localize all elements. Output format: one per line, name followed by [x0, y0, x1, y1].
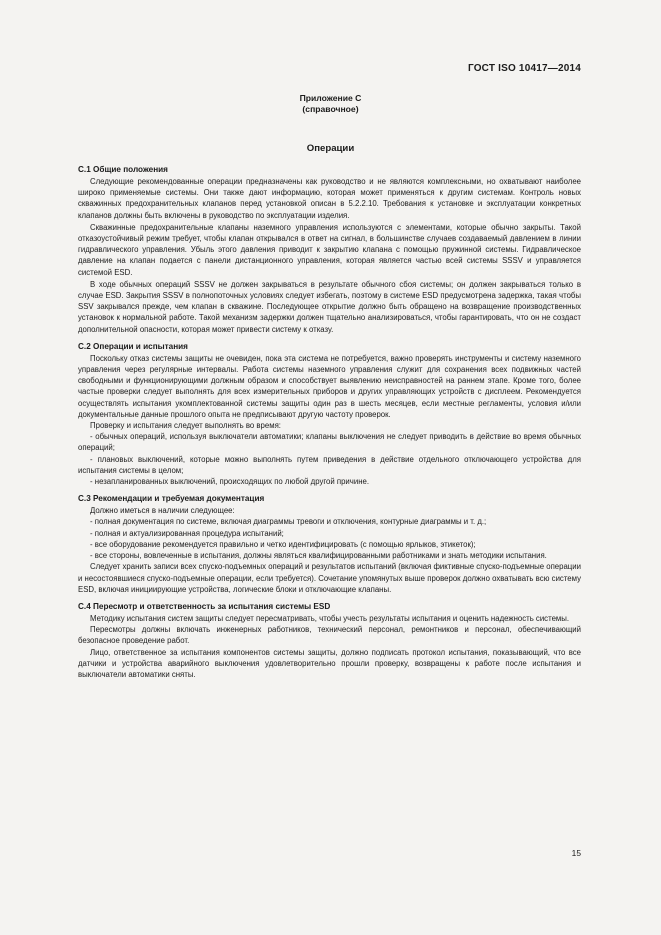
paragraph: В ходе обычных операций SSSV не должен закрываться в результате обычного сбоя системы; он должен закрываться только в случае ESD. Закрытия SSSV в полнопоточных условиях следует избегать, поэтому в системе ESD предусмотрена задержка, такая чтобы SSV закрывался прежде, чем клапан в скважине. Последующее открытие должно быть обращено на возвращение производственных установок к нормальной работе. Такой механизм задержки должен тщательно анализироваться, чтобы гарантировать, что он не создаст дополнительной опасности, которая может привести систему к отказу.	[78, 279, 581, 334]
list-item: - полная документация по системе, включая диаграммы тревоги и отключения, контурные диаграммы и т. д.;	[90, 517, 487, 527]
paragraph: Методику испытания систем защиты следует пересматривать, чтобы учесть результаты испытания и оценить надежность системы.	[90, 613, 570, 623]
page-number: 15	[571, 848, 581, 858]
list-item: - обычных операций, используя выключатели автоматики; клапаны выключения не следует приводить в действие во время обычных операций;	[78, 432, 581, 453]
paragraph: Лицо, ответственное за испытания компонентов системы защиты, должно подписать протокол испытания, показывающий, что все датчики и устройства аварийного выключения удовлетворительно прошли проверку, возвращены к работе после испытания и выключатели автоматики сняты.	[78, 647, 581, 679]
list-item: - незапланированных выключений, происходящих по любой другой причине.	[90, 477, 370, 487]
section-c3	[78, 493, 581, 595]
document-title: Операции	[306, 143, 355, 154]
annex-subtitle: (справочное)	[302, 104, 359, 114]
paragraph: Следующие рекомендованные операции предназначены как руководство и не являются комплексными, но охватывают наиболее широко применяемые системы. Они также дают информацию, которая может применяться к другим системам. Контроль новых скважинных предохранительных клапанов перед установкой описан в 5.2.2.10. Требования к установке и эксплуатации конкретных клапанов должны быть включены в руководство по эксплуатации изделия.	[78, 177, 581, 220]
list-item: - все стороны, вовлеченные в испытания, должны являться квалифицированными работниками и знать методики испытания.	[90, 551, 547, 561]
section-c2	[78, 341, 581, 487]
paragraph: Скважинные предохранительные клапаны наземного управления используются с элементами, которые обычно закрыты. Такой отказоустойчивый режим требует, чтобы клапан открывался в ответ на сигнал, в большинстве случаев создаваемый давлением в линии гидравлического управления. Убыль этого давления приводит к закрытию клапана с помощью пружинной системы. Гидравлическое давление на клапан подается с панели дистанционного управления, которая является частью всей системы SSSV и управляется системой ESD.	[78, 222, 581, 277]
standard-number: ГОСТ ISO 10417—2014	[467, 63, 581, 74]
paragraph: Должно иметься в наличии следующее:	[90, 506, 235, 516]
section-c1	[78, 164, 581, 335]
paragraph: Пересмотры должны включать инженерных работников, технический персонал, ремонтников и персонал, обеспечивающий безопасное проведение работ.	[78, 625, 581, 646]
section-heading: С.1 Общие положения	[78, 165, 168, 174]
list-item: - полная и актуализированная процедура испытаний;	[90, 528, 284, 538]
list-item: - плановых выключений, которые можно выполнять путем приведения в действие отдельного отключающего устройства для испытания системы в целом;	[78, 454, 581, 475]
section-c4	[78, 601, 581, 680]
section-heading: С.4 Пересмотр и ответственность за испытания системы ESD	[78, 601, 331, 611]
annex-heading	[0, 93, 661, 115]
paragraph: Проверку и испытания следует выполнять во время:	[90, 421, 281, 431]
paragraph: Следует хранить записи всех спуско-подъемных операций и результатов испытаний (включая фиктивные спуско-подъемные операции и несостоявшиеся спуско-подъемные операции, если требуется). Сочетание упомянутых выше проверок должно охватывать всю систему ESD, включая инициирующие устройства, логические блоки и отключающие клапаны.	[78, 562, 581, 594]
section-heading: С.3 Рекомендации и требуемая документация	[78, 494, 265, 504]
document-body	[78, 164, 581, 680]
annex-title: Приложение С	[299, 93, 362, 103]
list-item: - все оборудование рекомендуется правильно и четко идентифицировать (с помощью ярлыков, этикеток);	[90, 539, 476, 549]
section-heading: С.2 Операции и испытания	[78, 341, 188, 351]
paragraph: Поскольку отказ системы защиты не очевиден, пока эта система не потребуется, важно проверять инструменты и систему наземного управления через регулярные интервалы. Работа системы наземного управления служит для сохранения всех подвижных частей свободными и функционирующими должным образом и способствует выявлению неисправностей на раннем этапе. Кроме того, более частые проверки следует выполнять для всех измерительных приборов и других управляющих устройств с дисплеем. Рекомендуется осуществлять испытания укомплектованной системы защиты один раз в шесть месяцев, если местные регламенты, условия и/или документальные данные прошлого опыта не предписывают другую частоту проверок.	[78, 353, 581, 419]
